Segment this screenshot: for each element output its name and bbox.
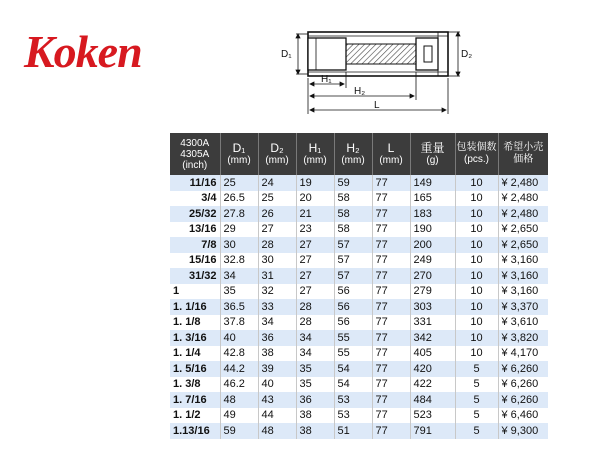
header-d1-unit: (mm) <box>227 155 251 166</box>
cell-d2: 40 <box>258 377 296 393</box>
cell-h2: 51 <box>334 423 372 439</box>
cell-h2: 57 <box>334 237 372 253</box>
cell-h1: 38 <box>296 408 334 424</box>
cell-h2: 58 <box>334 206 372 222</box>
cell-pack-qty: 10 <box>455 268 498 284</box>
cell-pack-qty: 10 <box>455 222 498 238</box>
cell-l: 77 <box>372 268 410 284</box>
cell-d2: 38 <box>258 346 296 362</box>
cell-d1: 32.8 <box>220 253 258 269</box>
table-row <box>170 253 548 269</box>
header-pack-qty <box>455 133 498 175</box>
table-row <box>170 361 548 377</box>
cell-h1: 28 <box>296 299 334 315</box>
cell-h2: 53 <box>334 408 372 424</box>
cell-h2: 58 <box>334 222 372 238</box>
cell-d2: 43 <box>258 392 296 408</box>
cell-price: ¥ 3,370 <box>498 299 548 315</box>
cell-size: 11/16 <box>170 175 220 191</box>
socket-outline <box>308 32 448 76</box>
table-row <box>170 408 548 424</box>
cell-d1: 29 <box>220 222 258 238</box>
header-d2-symbol: D₂ <box>270 141 284 155</box>
header-weight <box>410 133 455 175</box>
cell-pack-qty: 10 <box>455 284 498 300</box>
cell-weight: 149 <box>410 175 455 191</box>
cell-h1: 35 <box>296 377 334 393</box>
cell-pack-qty: 5 <box>455 361 498 377</box>
cell-l: 77 <box>372 206 410 222</box>
cell-h2: 56 <box>334 315 372 331</box>
cell-l: 77 <box>372 299 410 315</box>
cell-d2: 25 <box>258 191 296 207</box>
cell-d1: 46.2 <box>220 377 258 393</box>
cell-price: ¥ 2,480 <box>498 206 548 222</box>
cell-h2: 54 <box>334 377 372 393</box>
cell-l: 77 <box>372 253 410 269</box>
cell-weight: 342 <box>410 330 455 346</box>
cell-d2: 31 <box>258 268 296 284</box>
header-h1 <box>296 133 334 175</box>
cell-pack-qty: 10 <box>455 191 498 207</box>
cell-d1: 34 <box>220 268 258 284</box>
cell-d1: 42.8 <box>220 346 258 362</box>
cell-weight: 420 <box>410 361 455 377</box>
cell-price: ¥ 3,160 <box>498 253 548 269</box>
cell-pack-qty: 10 <box>455 315 498 331</box>
table-row <box>170 222 548 238</box>
cell-d2: 30 <box>258 253 296 269</box>
cell-weight: 279 <box>410 284 455 300</box>
cell-l: 77 <box>372 423 410 439</box>
cell-h2: 53 <box>334 392 372 408</box>
cell-d1: 36.5 <box>220 299 258 315</box>
cell-l: 77 <box>372 175 410 191</box>
cell-h1: 27 <box>296 268 334 284</box>
header-price-label-1: 希望小売 <box>503 142 544 153</box>
cell-weight: 270 <box>410 268 455 284</box>
cell-d2: 34 <box>258 315 296 331</box>
cell-d1: 27.8 <box>220 206 258 222</box>
cell-size: 1. 1/16 <box>170 299 220 315</box>
table-header <box>170 133 548 175</box>
cell-price: ¥ 4,170 <box>498 346 548 362</box>
cell-weight: 165 <box>410 191 455 207</box>
label-h2: H₂ <box>354 86 366 97</box>
cell-d2: 48 <box>258 423 296 439</box>
cell-l: 77 <box>372 377 410 393</box>
cell-l: 77 <box>372 315 410 331</box>
cell-price: ¥ 6,260 <box>498 377 548 393</box>
label-h1: H₁ <box>321 74 332 85</box>
cell-h1: 27 <box>296 237 334 253</box>
cell-d2: 28 <box>258 237 296 253</box>
cell-l: 77 <box>372 191 410 207</box>
header-d2-unit: (mm) <box>265 155 289 166</box>
header-pack-qty-label: 包装個数 <box>456 142 497 153</box>
cell-size: 25/32 <box>170 206 220 222</box>
cell-weight: 249 <box>410 253 455 269</box>
cell-weight: 331 <box>410 315 455 331</box>
socket-spec-table <box>170 133 548 439</box>
cell-h1: 20 <box>296 191 334 207</box>
header-l-unit: (mm) <box>379 155 403 166</box>
cell-h1: 36 <box>296 392 334 408</box>
cell-h2: 57 <box>334 268 372 284</box>
header-h2 <box>334 133 372 175</box>
cell-d1: 26.5 <box>220 191 258 207</box>
cell-price: ¥ 6,260 <box>498 392 548 408</box>
cell-h2: 55 <box>334 346 372 362</box>
cell-pack-qty: 5 <box>455 377 498 393</box>
label-d2: D₂ <box>461 49 473 60</box>
cell-price: ¥ 6,260 <box>498 361 548 377</box>
cell-h2: 56 <box>334 284 372 300</box>
cell-weight: 190 <box>410 222 455 238</box>
cell-d1: 35 <box>220 284 258 300</box>
cell-weight: 422 <box>410 377 455 393</box>
cell-d2: 33 <box>258 299 296 315</box>
cell-h1: 21 <box>296 206 334 222</box>
header-price <box>498 133 548 175</box>
cell-l: 77 <box>372 330 410 346</box>
cell-size: 1. 1/2 <box>170 408 220 424</box>
cell-l: 77 <box>372 361 410 377</box>
cell-h1: 28 <box>296 315 334 331</box>
cell-l: 77 <box>372 392 410 408</box>
cell-d2: 44 <box>258 408 296 424</box>
header-model-line-3: (inch) <box>182 159 208 171</box>
cell-h2: 56 <box>334 299 372 315</box>
cell-size: 7/8 <box>170 237 220 253</box>
cell-d2: 24 <box>258 175 296 191</box>
cell-price: ¥ 9,300 <box>498 423 548 439</box>
cell-price: ¥ 2,480 <box>498 175 548 191</box>
cell-h1: 34 <box>296 330 334 346</box>
cell-d2: 27 <box>258 222 296 238</box>
cell-size: 1. 5/16 <box>170 361 220 377</box>
header-h2-unit: (mm) <box>341 155 365 166</box>
table-row <box>170 237 548 253</box>
cell-d2: 32 <box>258 284 296 300</box>
header-row <box>170 133 548 175</box>
cell-price: ¥ 3,610 <box>498 315 548 331</box>
socket-dimension-diagram <box>278 6 474 118</box>
table-row <box>170 423 548 439</box>
cell-h1: 34 <box>296 346 334 362</box>
table-row <box>170 284 548 300</box>
cell-size: 1.13/16 <box>170 423 220 439</box>
cell-d1: 48 <box>220 392 258 408</box>
table-row <box>170 346 548 362</box>
koken-logo-text: Koken <box>24 26 142 76</box>
cell-pack-qty: 10 <box>455 206 498 222</box>
cell-d2: 36 <box>258 330 296 346</box>
cell-l: 77 <box>372 284 410 300</box>
cell-pack-qty: 10 <box>455 330 498 346</box>
cell-size: 15/16 <box>170 253 220 269</box>
cell-price: ¥ 3,160 <box>498 284 548 300</box>
cell-l: 77 <box>372 408 410 424</box>
cell-size: 1. 1/8 <box>170 315 220 331</box>
cell-pack-qty: 5 <box>455 392 498 408</box>
label-l: L <box>374 100 380 111</box>
cell-size: 1. 7/16 <box>170 392 220 408</box>
header-d2 <box>258 133 296 175</box>
header-d1 <box>220 133 258 175</box>
cell-weight: 484 <box>410 392 455 408</box>
table-row <box>170 191 548 207</box>
cell-pack-qty: 10 <box>455 237 498 253</box>
table-row <box>170 330 548 346</box>
cell-d1: 30 <box>220 237 258 253</box>
cell-h1: 23 <box>296 222 334 238</box>
header-l-symbol: L <box>387 141 395 155</box>
cell-weight: 523 <box>410 408 455 424</box>
cell-size: 1 <box>170 284 220 300</box>
cell-h2: 54 <box>334 361 372 377</box>
cell-d1: 25 <box>220 175 258 191</box>
cell-size: 1. 1/4 <box>170 346 220 362</box>
cell-weight: 200 <box>410 237 455 253</box>
header-h1-unit: (mm) <box>303 155 327 166</box>
cell-pack-qty: 5 <box>455 423 498 439</box>
cell-pack-qty: 5 <box>455 408 498 424</box>
cell-h2: 57 <box>334 253 372 269</box>
cell-h1: 38 <box>296 423 334 439</box>
cell-pack-qty: 10 <box>455 253 498 269</box>
cell-size: 13/16 <box>170 222 220 238</box>
cell-size: 3/4 <box>170 191 220 207</box>
cell-pack-qty: 10 <box>455 299 498 315</box>
cell-h1: 27 <box>296 253 334 269</box>
cell-l: 77 <box>372 222 410 238</box>
table-row <box>170 299 548 315</box>
cell-price: ¥ 2,650 <box>498 222 548 238</box>
table-row <box>170 377 548 393</box>
cell-weight: 405 <box>410 346 455 362</box>
header-model-line-2: 4305A <box>180 148 210 160</box>
header-price-label-2: 価格 <box>513 154 534 165</box>
header-weight-unit: (g) <box>426 155 439 166</box>
cell-d1: 49 <box>220 408 258 424</box>
header-d1-symbol: D₁ <box>232 141 246 155</box>
cell-h2: 59 <box>334 175 372 191</box>
label-d1: D₁ <box>281 49 292 60</box>
header-h1-symbol: H₁ <box>308 141 322 155</box>
cell-h2: 55 <box>334 330 372 346</box>
cell-d1: 37.8 <box>220 315 258 331</box>
cell-d1: 44.2 <box>220 361 258 377</box>
cell-d2: 26 <box>258 206 296 222</box>
cell-price: ¥ 3,160 <box>498 268 548 284</box>
koken-logo <box>22 26 212 76</box>
cell-pack-qty: 10 <box>455 175 498 191</box>
cell-size: 31/32 <box>170 268 220 284</box>
header-model <box>170 133 220 175</box>
cell-d1: 40 <box>220 330 258 346</box>
cell-size: 1. 3/16 <box>170 330 220 346</box>
header-l <box>372 133 410 175</box>
header-model-line-1: 4300A <box>180 137 210 149</box>
cell-h1: 27 <box>296 284 334 300</box>
header-weight-label: 重量 <box>420 141 445 155</box>
table-row <box>170 175 548 191</box>
cell-d1: 59 <box>220 423 258 439</box>
table-row <box>170 268 548 284</box>
cell-d2: 39 <box>258 361 296 377</box>
cell-h2: 58 <box>334 191 372 207</box>
table-row <box>170 315 548 331</box>
header-pack-qty-unit: (pcs.) <box>464 154 489 165</box>
cell-price: ¥ 2,480 <box>498 191 548 207</box>
cell-price: ¥ 6,460 <box>498 408 548 424</box>
cell-l: 77 <box>372 346 410 362</box>
header-h2-symbol: H₂ <box>346 141 360 155</box>
cell-h1: 19 <box>296 175 334 191</box>
cell-size: 1. 3/8 <box>170 377 220 393</box>
cell-price: ¥ 3,820 <box>498 330 548 346</box>
cell-h1: 35 <box>296 361 334 377</box>
cell-pack-qty: 10 <box>455 346 498 362</box>
table-row <box>170 206 548 222</box>
cell-l: 77 <box>372 237 410 253</box>
table-body <box>170 175 548 439</box>
cell-weight: 183 <box>410 206 455 222</box>
table-row <box>170 392 548 408</box>
cell-weight: 791 <box>410 423 455 439</box>
cell-weight: 303 <box>410 299 455 315</box>
cell-price: ¥ 2,650 <box>498 237 548 253</box>
